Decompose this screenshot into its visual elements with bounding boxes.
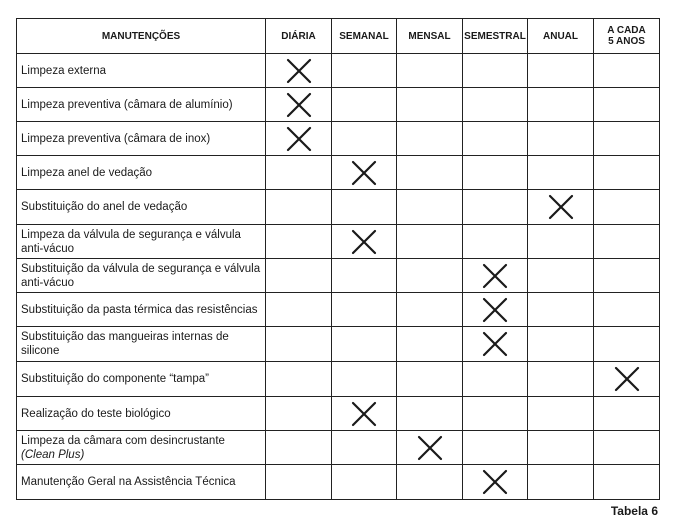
- frequency-cell: [332, 88, 397, 122]
- table-row: [17, 190, 660, 225]
- frequency-cell: [594, 397, 660, 431]
- column-header-label: MANUTENÇÕES: [101, 30, 181, 42]
- x-mark-icon: [548, 194, 574, 220]
- column-header-mensal: [397, 19, 463, 54]
- column-header-a-cada-5-anos: [594, 19, 660, 54]
- frequency-cell: [266, 259, 332, 293]
- task-cell: [17, 327, 266, 362]
- x-mark-icon: [417, 435, 443, 461]
- table-row: [17, 54, 660, 88]
- frequency-cell: [397, 259, 463, 293]
- frequency-cell: [397, 88, 463, 122]
- task-label: Substituição do anel de vedação: [21, 201, 188, 213]
- frequency-cell: [397, 397, 463, 431]
- column-header-label: A CADA: [607, 25, 646, 36]
- frequency-cell: [528, 327, 594, 362]
- frequency-cell: [528, 465, 594, 500]
- task-cell: [17, 465, 266, 500]
- task-cell: [17, 122, 266, 156]
- frequency-cell: [528, 293, 594, 327]
- frequency-cell: [463, 156, 528, 190]
- frequency-cell: [463, 88, 528, 122]
- frequency-cell: [332, 397, 397, 431]
- x-mark-icon: [482, 331, 508, 357]
- frequency-cell: [594, 259, 660, 293]
- column-header-diária: [266, 19, 332, 54]
- frequency-cell: [528, 156, 594, 190]
- x-mark-icon: [351, 229, 377, 255]
- frequency-cell: [594, 431, 660, 465]
- table-row: [17, 362, 660, 397]
- task-cell: [17, 259, 266, 293]
- task-cell: [17, 225, 266, 259]
- frequency-cell: [266, 122, 332, 156]
- frequency-cell: [463, 293, 528, 327]
- task-label: Limpeza da câmara com desincrustante: [21, 434, 225, 447]
- table-row: [17, 465, 660, 500]
- frequency-cell: [594, 122, 660, 156]
- frequency-cell: [397, 156, 463, 190]
- task-cell: [17, 156, 266, 190]
- frequency-cell: [332, 259, 397, 293]
- frequency-cell: [594, 156, 660, 190]
- frequency-cell: [528, 225, 594, 259]
- frequency-cell: [266, 465, 332, 500]
- task-cell: [17, 190, 266, 225]
- frequency-cell: [397, 122, 463, 156]
- task-label: Limpeza da válvula de segurança e válvula anti-vácuo: [21, 228, 241, 255]
- task-label: Substituição do componente “tampa”: [21, 373, 209, 385]
- frequency-cell: [463, 397, 528, 431]
- frequency-cell: [594, 54, 660, 88]
- x-mark-icon: [614, 366, 640, 392]
- x-mark-icon: [482, 297, 508, 323]
- frequency-cell: [266, 293, 332, 327]
- frequency-cell: [397, 293, 463, 327]
- task-label: Limpeza anel de vedação: [21, 166, 153, 179]
- frequency-cell: [594, 465, 660, 500]
- frequency-cell: [266, 54, 332, 88]
- frequency-cell: [266, 362, 332, 397]
- frequency-cell: [528, 259, 594, 293]
- frequency-cell: [594, 327, 660, 362]
- frequency-cell: [463, 327, 528, 362]
- frequency-cell: [332, 465, 397, 500]
- frequency-cell: [594, 190, 660, 225]
- frequency-cell: [463, 54, 528, 88]
- table-row: [17, 397, 660, 431]
- frequency-cell: [528, 88, 594, 122]
- task-label: Limpeza externa: [21, 64, 107, 77]
- frequency-cell: [463, 122, 528, 156]
- frequency-cell: [594, 362, 660, 397]
- frequency-cell: [528, 190, 594, 225]
- table-row: [17, 88, 660, 122]
- task-cell: [17, 431, 266, 465]
- x-mark-icon: [351, 160, 377, 186]
- task-cell: [17, 293, 266, 327]
- frequency-cell: [397, 190, 463, 225]
- frequency-cell: [332, 431, 397, 465]
- table-row: [17, 225, 660, 259]
- x-mark-icon: [286, 58, 312, 84]
- frequency-cell: [594, 293, 660, 327]
- frequency-cell: [528, 362, 594, 397]
- frequency-cell: [266, 156, 332, 190]
- frequency-cell: [332, 54, 397, 88]
- table-row: [17, 156, 660, 190]
- frequency-cell: [397, 327, 463, 362]
- column-header-semanal: [332, 19, 397, 54]
- frequency-cell: [332, 327, 397, 362]
- task-note: (Clean Plus): [21, 448, 85, 461]
- frequency-cell: [332, 362, 397, 397]
- frequency-cell: [594, 88, 660, 122]
- column-header-label: ANUAL: [543, 30, 578, 42]
- frequency-cell: [463, 465, 528, 500]
- frequency-cell: [332, 225, 397, 259]
- task-cell: [17, 362, 266, 397]
- frequency-cell: [463, 259, 528, 293]
- table-row: [17, 122, 660, 156]
- task-label: Limpeza preventiva (câmara de inox): [21, 132, 211, 145]
- frequency-cell: [397, 431, 463, 465]
- task-label: Limpeza preventiva (câmara de alumínio): [21, 98, 233, 111]
- frequency-cell: [528, 122, 594, 156]
- task-label: Substituição das mangueiras internas de silicone: [21, 331, 229, 357]
- x-mark-icon: [286, 92, 312, 118]
- frequency-cell: [266, 431, 332, 465]
- frequency-cell: [332, 190, 397, 225]
- column-header-label: SEMANAL: [339, 30, 389, 42]
- frequency-cell: [266, 88, 332, 122]
- task-cell: [17, 397, 266, 431]
- frequency-cell: [332, 122, 397, 156]
- frequency-cell: [594, 225, 660, 259]
- x-mark-icon: [351, 401, 377, 427]
- table-body: [17, 54, 660, 500]
- task-label: Substituição da válvula de segurança e válvula anti-vácuo: [21, 262, 261, 289]
- x-mark-icon: [482, 263, 508, 289]
- column-header-manutencoes: [17, 19, 266, 54]
- frequency-cell: [266, 225, 332, 259]
- table-header-row: [17, 19, 660, 54]
- frequency-cell: [397, 54, 463, 88]
- column-header-label: DIÁRIA: [281, 30, 316, 42]
- task-label: Manutenção Geral na Assistência Técnica: [21, 476, 236, 488]
- column-header-label: 5 ANOS: [608, 36, 645, 47]
- x-mark-icon: [286, 126, 312, 152]
- frequency-cell: [463, 431, 528, 465]
- frequency-cell: [397, 225, 463, 259]
- table-row: [17, 259, 660, 293]
- frequency-cell: [332, 156, 397, 190]
- frequency-cell: [528, 54, 594, 88]
- column-header-semestral: [463, 19, 528, 54]
- frequency-cell: [397, 465, 463, 500]
- frequency-cell: [397, 362, 463, 397]
- task-cell: [17, 88, 266, 122]
- column-header-anual: [528, 19, 594, 54]
- frequency-cell: [266, 190, 332, 225]
- maintenance-table: [16, 18, 660, 500]
- table-row: [17, 327, 660, 362]
- table-row: [17, 431, 660, 465]
- task-label: Substituição da pasta térmica das resistências: [21, 303, 258, 316]
- column-header-label: SEMESTRAL: [464, 30, 526, 42]
- frequency-cell: [266, 327, 332, 362]
- frequency-cell: [528, 397, 594, 431]
- task-label: Realização do teste biológico: [21, 407, 171, 420]
- column-header-label: MENSAL: [408, 30, 451, 42]
- frequency-cell: [463, 225, 528, 259]
- frequency-cell: [332, 293, 397, 327]
- frequency-cell: [266, 397, 332, 431]
- table-caption: Tabela 6: [610, 504, 658, 518]
- frequency-cell: [463, 190, 528, 225]
- x-mark-icon: [482, 469, 508, 495]
- frequency-cell: [528, 431, 594, 465]
- frequency-cell: [463, 362, 528, 397]
- table-row: [17, 293, 660, 327]
- task-cell: [17, 54, 266, 88]
